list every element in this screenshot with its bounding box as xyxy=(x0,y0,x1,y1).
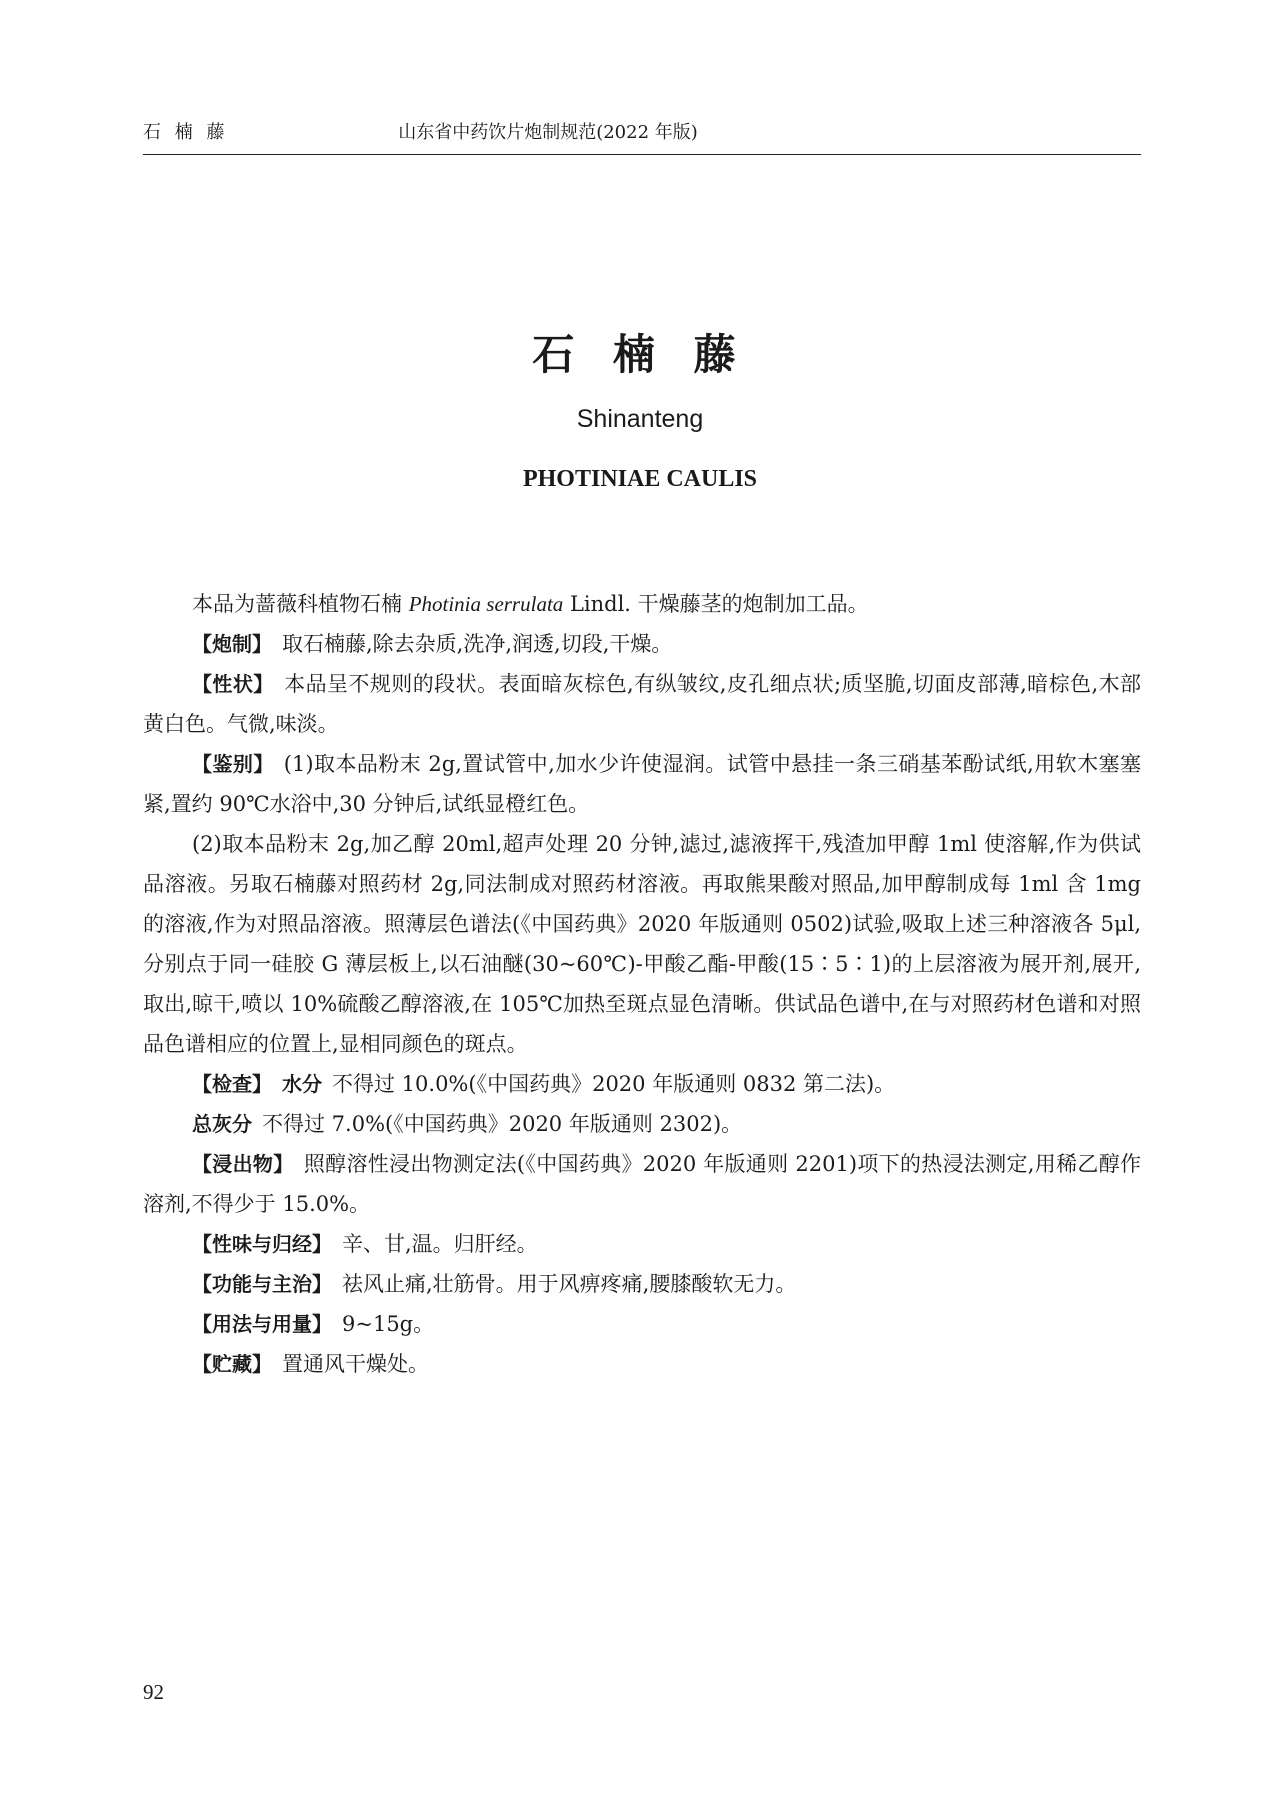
monograph-latin-name: PHOTINIAE CAULIS xyxy=(522,466,758,492)
identification-item-1: (1)取本品粉末 2g,置试管中,加水少许使湿润。试管中悬挂一条三硝基苯酚试纸,用软木塞塞紧,置约 90℃水浴中,30 分钟后,试纸显橙红色。 xyxy=(143,752,1141,816)
function-text: 祛风止痛,壮筋骨。用于风痹疼痛,腰膝酸软无力。 xyxy=(342,1272,797,1296)
dosage-text: 9~15g。 xyxy=(342,1312,435,1336)
extract-text: 照醇溶性浸出物测定法(《中国药典》2020 年版通则 2201)项下的热浸法测定,用稀乙醇作溶剂,不得少于 15.0%。 xyxy=(143,1152,1142,1216)
description-section xyxy=(143,664,1141,744)
storage-label: 【贮藏】 xyxy=(192,1352,272,1376)
total-ash-label: 总灰分 xyxy=(192,1112,252,1136)
intro-latin-name: Photinia serrulata xyxy=(408,592,564,616)
nature-label: 【性味与归经】 xyxy=(192,1232,332,1256)
identification-label: 【鉴别】 xyxy=(192,752,274,776)
description-label: 【性状】 xyxy=(192,672,274,696)
identification-item-2: (2)取本品粉末 2g,加乙醇 20ml,超声处理 20 分钟,滤过,滤液挥干,残渣加甲醇 1ml 使溶解,作为供试品溶液。另取石楠藤对照药材 2g,同法制成对照药材溶液。再取熊果酸对照品,加甲醇制成每 1ml 含 1mg 的溶液,作为对照品溶液。照薄层色谱法(《中国药典》2020 年版通则 0502)试验,吸取上述三种溶液各 5μl,分别点于同一硅胶 G 薄层板上,以石油醚(30~60℃)-甲酸乙酯-甲酸(15∶5∶1)的上层溶液为展开剂,展开,取出,晾干,喷以 10%硫酸乙醇溶液,在 105℃加热至斑点显色清晰。供试品色谱中,在与对照药材色谱和对照品色谱相应的位置上,显相同颜色的斑点。 xyxy=(143,832,1141,1056)
running-header-book-title: 山东省中药饮片炮制规范(2022 年版) xyxy=(398,122,698,143)
storage-section xyxy=(143,1344,1141,1384)
processing-label: 【炮制】 xyxy=(192,632,272,656)
dosage-label: 【用法与用量】 xyxy=(192,1312,332,1336)
inspection-section xyxy=(143,1064,1141,1104)
inspection-label: 【检查】 xyxy=(192,1072,272,1096)
total-ash-paragraph xyxy=(143,1104,1141,1144)
moisture-label: 水分 xyxy=(282,1072,322,1096)
description-text: 本品呈不规则的段状。表面暗灰棕色,有纵皱纹,皮孔细点状;质坚脆,切面皮部薄,暗棕色,木部黄白色。气微,味淡。 xyxy=(143,672,1142,736)
intro-paragraph xyxy=(143,584,1141,624)
extract-section xyxy=(143,1144,1141,1224)
extract-label: 【浸出物】 xyxy=(192,1152,294,1176)
monograph-pinyin: Shinanteng xyxy=(576,405,704,433)
moisture-text: 不得过 10.0%(《中国药典》2020 年版通则 0832 第二法)。 xyxy=(332,1072,896,1096)
dosage-section xyxy=(143,1304,1141,1344)
monograph-title: 石 楠 藤 xyxy=(532,330,748,379)
nature-section xyxy=(143,1224,1141,1264)
processing-section xyxy=(143,624,1141,664)
identification-section xyxy=(143,744,1141,824)
monograph-body xyxy=(143,584,1141,1384)
nature-text: 辛、甘,温。归肝经。 xyxy=(342,1232,538,1256)
running-header xyxy=(143,118,1141,150)
function-label: 【功能与主治】 xyxy=(192,1272,332,1296)
page-number: 92 xyxy=(143,1680,164,1704)
intro-text-before: 本品为蔷薇科植物石楠 xyxy=(192,592,409,616)
running-header-title: 石 楠 藤 xyxy=(143,122,229,143)
function-section xyxy=(143,1264,1141,1304)
intro-text-after: Lindl. 干燥藤茎的炮制加工品。 xyxy=(563,592,869,616)
storage-text: 置通风干燥处。 xyxy=(282,1352,429,1376)
identification-item-2-paragraph xyxy=(143,824,1141,1064)
header-rule xyxy=(143,154,1141,155)
total-ash-text: 不得过 7.0%(《中国药典》2020 年版通则 2302)。 xyxy=(262,1112,743,1136)
processing-text: 取石楠藤,除去杂质,洗净,润透,切段,干燥。 xyxy=(282,632,673,656)
